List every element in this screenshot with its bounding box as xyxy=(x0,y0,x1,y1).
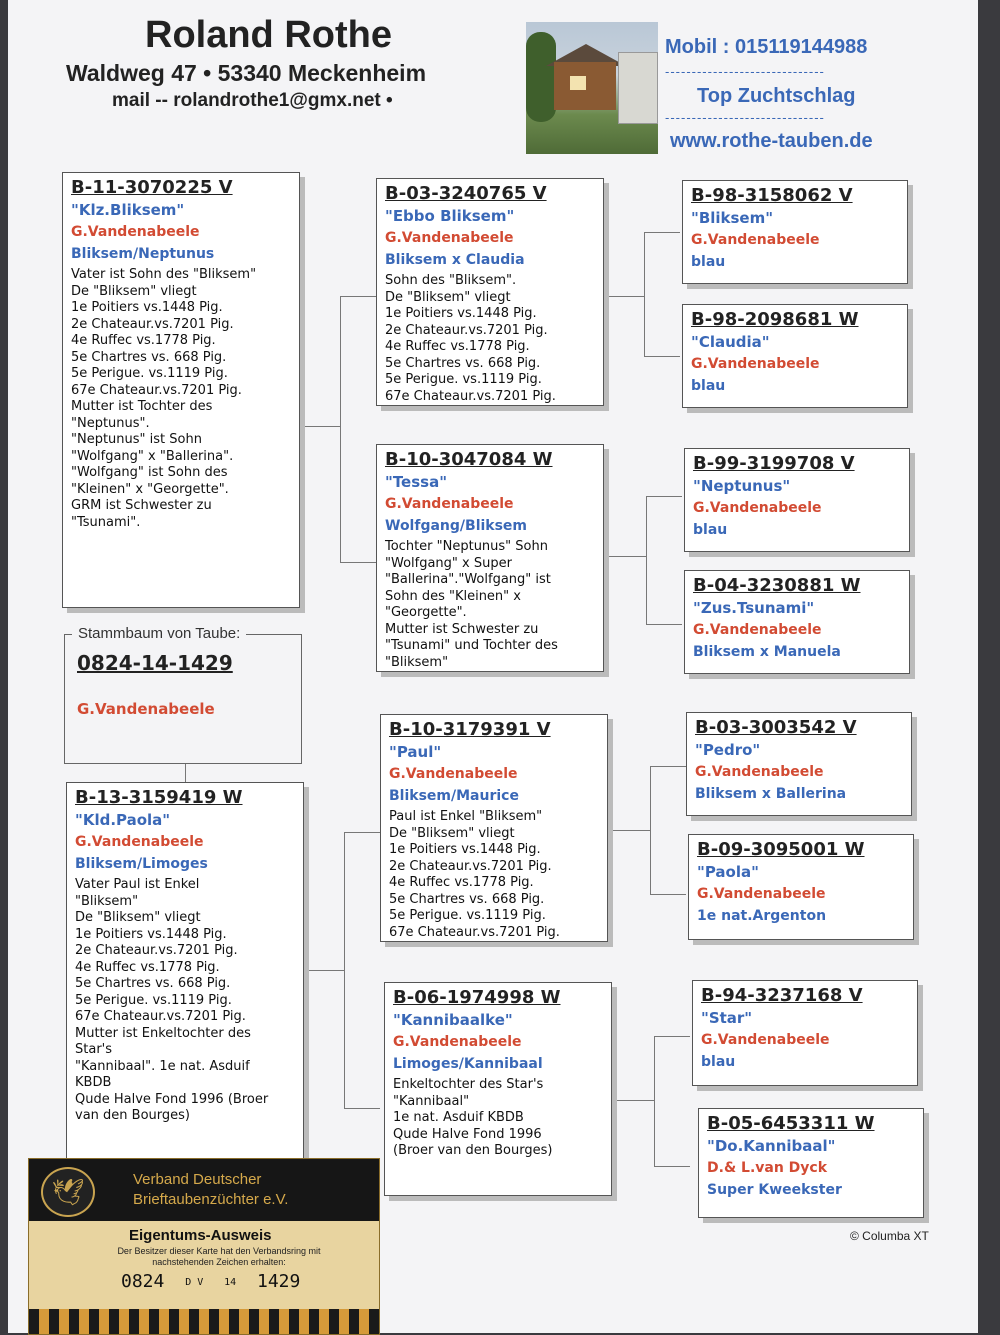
father-name: "Klz.Bliksem" xyxy=(71,201,185,219)
ggp-ring: B-04-3230881 W xyxy=(693,575,861,596)
text-line: Sohn des "Bliksem". xyxy=(385,273,517,288)
owner-mail: mail -- rolandrothe1@gmx.net • xyxy=(112,90,393,111)
text-line: Vater Paul ist Enkel xyxy=(75,877,200,892)
website-link[interactable]: www.rothe-tauben.de xyxy=(670,130,873,152)
grandfather-paternal-box xyxy=(376,178,604,406)
text-line: 4e Ruffec vs.1778 Pig. xyxy=(71,333,216,348)
text-line: "Tsunami". xyxy=(71,514,141,530)
subject-label: Stammbaum von Taube: xyxy=(72,625,246,642)
divider: ------------------------------ xyxy=(665,64,825,79)
mf-breeder: G.Vandenabeele xyxy=(389,766,518,782)
text-line: "Bliksem" xyxy=(75,893,139,909)
ggp-breeder: G.Vandenabeele xyxy=(701,1032,830,1048)
ggp-name: "Paola" xyxy=(697,863,759,881)
text-line: 4e Ruffec vs.1778 Pig. xyxy=(75,959,220,975)
slogan: Top Zuchtschlag xyxy=(697,85,856,107)
mother-lineage: Bliksem/Limoges xyxy=(75,856,208,872)
text-line: Enkeltochter des Star's xyxy=(393,1077,544,1092)
text-line: "Ballerina"."Wolfgang" ist xyxy=(385,572,551,587)
ggp-breeder: G.Vandenabeele xyxy=(695,764,824,780)
connector xyxy=(344,1108,380,1109)
grandfather-maternal-box xyxy=(380,714,608,942)
text-line: "Neptunus" ist Sohn xyxy=(71,432,202,447)
ggp-box-5 xyxy=(686,712,912,816)
window-shape xyxy=(570,76,586,90)
fm-name: "Tessa" xyxy=(385,473,448,491)
mother-name: "Kld.Paola" xyxy=(75,811,171,829)
ggp-lineage: blau xyxy=(691,254,726,270)
ggp-name: "Star" xyxy=(701,1009,753,1027)
text-line: 5e Chartres vs. 668 Pig. xyxy=(75,976,231,991)
text-line: De "Bliksem" vliegt xyxy=(385,289,511,305)
connector xyxy=(340,296,341,562)
card-ring-number xyxy=(121,1271,310,1292)
text-line: 5e Chartres vs. 668 Pig. xyxy=(385,355,541,371)
connector xyxy=(604,296,644,297)
ggp-lineage: blau xyxy=(701,1054,736,1070)
connector xyxy=(304,970,344,971)
copyright-note: © Columba XT xyxy=(850,1229,929,1243)
ggp-lineage: Bliksem x Ballerina xyxy=(695,786,847,802)
ggp-box-6 xyxy=(688,834,914,940)
text-line: (Broer van den Bourges) xyxy=(393,1143,553,1158)
connector xyxy=(340,296,376,297)
ggp-breeder: G.Vandenabeele xyxy=(691,232,820,248)
ff-lineage: Bliksem x Claudia xyxy=(385,252,525,268)
text-line: 5e Perigue. vs.1119 Pig. xyxy=(75,992,232,1008)
card-subtitle: Der Besitzer dieser Karte hat den Verbandsring mit nachstehenden Zeichen erhalten: xyxy=(117,1246,321,1267)
connector xyxy=(650,766,686,767)
text-line: "Tsunami" und Tochter des xyxy=(385,638,558,653)
ggp-name: "Zus.Tsunami" xyxy=(693,599,815,617)
connector xyxy=(608,830,650,831)
divider: ------------------------------ xyxy=(665,110,825,125)
fm-lineage: Wolfgang/Bliksem xyxy=(385,518,528,534)
text-line: Tochter "Neptunus" Sohn xyxy=(385,539,548,554)
ggp-ring: B-99-3199708 V xyxy=(693,453,855,474)
text-line: 1e Poitiers vs.1448 Pig. xyxy=(389,842,541,857)
text-line: "Wolfgang" x Super xyxy=(385,555,512,571)
text-line: Star's xyxy=(75,1042,113,1057)
mother-breeder: G.Vandenabeele xyxy=(75,834,204,850)
text-line: 2e Chateaur.vs.7201 Pig. xyxy=(385,322,548,338)
text-line: "Kannibaal" xyxy=(393,1093,470,1109)
text-line: De "Bliksem" vliegt xyxy=(389,825,515,841)
connector xyxy=(612,1100,654,1101)
card-number-b: 1429 xyxy=(257,1271,301,1292)
connector xyxy=(604,556,646,557)
card-pattern-band xyxy=(29,1309,379,1334)
connector xyxy=(654,1166,690,1167)
ggp-name: "Do.Kannibaal" xyxy=(707,1137,836,1155)
text-line: van den Bourges) xyxy=(75,1108,190,1123)
text-line: 67e Chateaur.vs.7201 Pig. xyxy=(75,1009,246,1024)
mother-box xyxy=(66,782,304,1182)
loft-photo xyxy=(526,22,658,154)
ggp-box-4 xyxy=(684,570,910,674)
text-line: "Kleinen" x "Georgette". xyxy=(71,481,229,497)
father-breeder: G.Vandenabeele xyxy=(71,224,200,240)
text-line: 2e Chateaur.vs.7201 Pig. xyxy=(75,943,238,958)
connector xyxy=(646,496,682,497)
text-line: "Bliksem" xyxy=(385,654,449,670)
dove-logo-icon: 🕊 xyxy=(41,1167,95,1217)
text-line: 67e Chateaur.vs.7201 Pig. xyxy=(71,382,242,398)
ff-name: "Ebbo Bliksem" xyxy=(385,207,515,225)
text-line: "Wolfgang" ist Sohn des xyxy=(71,465,228,480)
text-line: 2e Chateaur.vs.7201 Pig. xyxy=(389,858,552,874)
text-line: De "Bliksem" vliegt xyxy=(71,283,197,299)
card-title: Eigentums-Ausweis xyxy=(129,1227,272,1244)
ggp-box-7 xyxy=(692,980,918,1086)
owner-address: Waldweg 47 • 53340 Meckenheim xyxy=(66,60,427,86)
ggp-ring: B-98-2098681 W xyxy=(691,309,859,330)
connector xyxy=(340,562,376,563)
connector xyxy=(654,1036,655,1166)
text-line: "Kannibaal". 1e nat. Asduif xyxy=(75,1058,250,1074)
text-line: 5e Chartres vs. 668 Pig. xyxy=(71,349,227,365)
text-line: 4e Ruffec vs.1778 Pig. xyxy=(385,339,530,354)
text-line: 5e Perigue. vs.1119 Pig. xyxy=(389,908,546,923)
text-line: 67e Chateaur.vs.7201 Pig. xyxy=(385,388,556,404)
subject-ring: 0824-14-1429 xyxy=(77,651,233,675)
mobile-number: Mobil : 015119144988 xyxy=(665,36,868,58)
ggp-lineage: blau xyxy=(691,378,726,394)
ggp-lineage: blau xyxy=(693,522,728,538)
mf-description xyxy=(389,809,599,941)
mother-ring: B-13-3159419 W xyxy=(75,787,243,808)
father-description xyxy=(71,267,291,531)
text-line: GRM ist Schwester zu xyxy=(71,498,212,513)
text-line: 5e Perigue. vs.1119 Pig. xyxy=(71,366,228,381)
ggp-lineage: 1e nat.Argenton xyxy=(697,908,827,924)
mm-breeder: G.Vandenabeele xyxy=(393,1034,522,1050)
text-line: Sohn des "Kleinen" x xyxy=(385,588,521,604)
text-line: "Georgette". xyxy=(385,605,467,620)
connector xyxy=(185,764,186,782)
ggp-ring: B-09-3095001 W xyxy=(697,839,865,860)
connector xyxy=(344,832,380,833)
mm-ring: B-06-1974998 W xyxy=(393,987,561,1008)
card-org-line1: Verband Deutscher xyxy=(133,1171,262,1188)
connector xyxy=(344,832,345,1108)
mf-ring: B-10-3179391 V xyxy=(389,719,551,740)
card-year: 14 xyxy=(224,1276,237,1288)
text-line: 1e Poitiers vs.1448 Pig. xyxy=(385,306,537,321)
card-org-line2: Brieftaubenzüchter e.V. xyxy=(133,1191,289,1208)
text-line: Mutter ist Enkeltochter des xyxy=(75,1025,251,1041)
ggp-ring: B-98-3158062 V xyxy=(691,185,853,206)
ggp-name: "Neptunus" xyxy=(693,477,791,495)
ggp-name: "Pedro" xyxy=(695,741,761,759)
text-line: 2e Chateaur.vs.7201 Pig. xyxy=(71,316,234,332)
ggp-breeder: G.Vandenabeele xyxy=(697,886,826,902)
father-ring: B-11-3070225 V xyxy=(71,177,233,198)
ggp-breeder: G.Vandenabeele xyxy=(693,622,822,638)
card-header xyxy=(29,1159,379,1221)
fm-breeder: G.Vandenabeele xyxy=(385,496,514,512)
text-line: Mutter ist Schwester zu xyxy=(385,621,539,637)
ggp-box-3 xyxy=(684,448,910,552)
ggp-name: "Bliksem" xyxy=(691,209,774,227)
connector xyxy=(644,356,680,357)
text-line: 4e Ruffec vs.1778 Pig. xyxy=(389,875,534,890)
grandmother-paternal-box xyxy=(376,444,604,672)
ggp-box-2 xyxy=(682,304,908,408)
text-line: 1e Poitiers vs.1448 Pig. xyxy=(75,926,227,942)
card-country-code: D V xyxy=(185,1276,204,1288)
text-line: 5e Chartres vs. 668 Pig. xyxy=(389,891,545,907)
ff-breeder: G.Vandenabeele xyxy=(385,230,514,246)
grandmother-maternal-box xyxy=(384,982,612,1196)
fm-ring: B-10-3047084 W xyxy=(385,449,553,470)
text-line: 5e Perigue. vs.1119 Pig. xyxy=(385,372,542,387)
ff-description xyxy=(385,273,595,405)
text-line: Mutter ist Tochter des xyxy=(71,399,213,414)
connector xyxy=(644,232,645,356)
ggp-breeder: G.Vandenabeele xyxy=(693,500,822,516)
mm-name: "Kannibaalke" xyxy=(393,1011,513,1029)
text-line: Paul ist Enkel "Bliksem" xyxy=(389,809,543,824)
text-line: 1e Poitiers vs.1448 Pig. xyxy=(71,300,223,315)
ggp-breeder: D.& L.van Dyck xyxy=(707,1160,828,1176)
text-line: "Wolfgang" x "Ballerina". xyxy=(71,448,234,464)
text-line: De "Bliksem" vliegt xyxy=(75,910,201,925)
ggp-box-8 xyxy=(698,1108,924,1218)
ownership-card xyxy=(28,1158,380,1335)
ggp-ring: B-05-6453311 W xyxy=(707,1113,875,1134)
connector xyxy=(646,496,647,624)
mm-lineage: Limoges/Kannibaal xyxy=(393,1056,543,1072)
ff-ring: B-03-3240765 V xyxy=(385,183,547,204)
ggp-ring: B-03-3003542 V xyxy=(695,717,857,738)
connector xyxy=(650,894,686,895)
connector xyxy=(650,766,651,894)
text-line: Qude Halve Fond 1996 (Broer xyxy=(75,1091,269,1107)
ggp-box-1 xyxy=(682,180,908,284)
fm-description xyxy=(385,539,595,671)
ggp-lineage: Bliksem x Manuela xyxy=(693,644,841,660)
ggp-breeder: G.Vandenabeele xyxy=(691,356,820,372)
aviary-shape xyxy=(618,52,658,124)
ggp-ring: B-94-3237168 V xyxy=(701,985,863,1006)
text-line: Qude Halve Fond 1996 xyxy=(393,1126,542,1142)
text-line: 1e nat. Asduif KBDB xyxy=(393,1110,524,1125)
text-line: Vater ist Sohn des "Bliksem" xyxy=(71,267,257,282)
mf-lineage: Bliksem/Maurice xyxy=(389,788,519,804)
text-line: 67e Chateaur.vs.7201 Pig. xyxy=(389,924,560,940)
text-line: "Neptunus". xyxy=(71,415,150,431)
connector xyxy=(644,232,680,233)
connector xyxy=(300,426,340,427)
subject-breeder: G.Vandenabeele xyxy=(77,700,215,718)
father-box xyxy=(62,172,300,608)
mother-description xyxy=(75,877,295,1125)
mf-name: "Paul" xyxy=(389,743,442,761)
father-lineage: Bliksem/Neptunus xyxy=(71,246,215,262)
ggp-lineage: Super Kweekster xyxy=(707,1182,842,1198)
connector xyxy=(646,624,682,625)
text-line: KBDB xyxy=(75,1075,112,1090)
card-number-a: 0824 xyxy=(121,1271,165,1292)
connector xyxy=(654,1036,690,1037)
owner-name: Roland Rothe xyxy=(145,14,392,56)
mm-description xyxy=(393,1077,603,1160)
ggp-name: "Claudia" xyxy=(691,333,770,351)
